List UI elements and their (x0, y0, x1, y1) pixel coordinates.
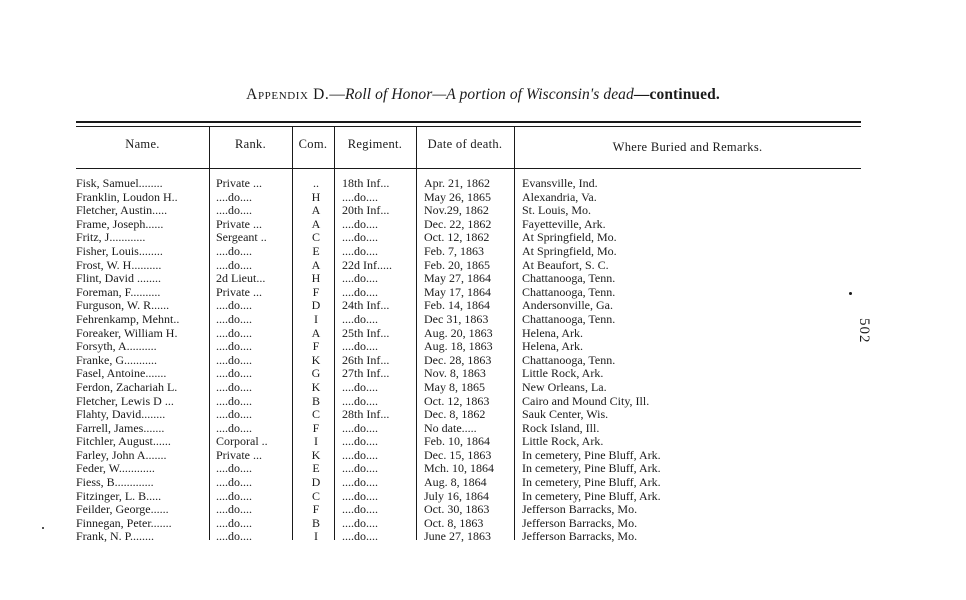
row-rank: ....do.... (216, 299, 252, 313)
row-date-of-death: Mch. 10, 1864 (424, 462, 494, 476)
row-burial-place: At Springfield, Mo. (522, 244, 617, 258)
row-name: Fiess, B............. (76, 476, 154, 490)
row-name: Frost, W. H.......... (76, 258, 162, 272)
table-row (0, 490, 966, 504)
row-burial-place: Cairo and Mound City, Ill. (522, 394, 650, 408)
row-name: Flahty, David........ (76, 408, 166, 422)
row-rank: ....do.... (216, 380, 252, 394)
title-italic: Roll of Honor—A portion of Wisconsin's dead (344, 86, 634, 103)
row-burial-place: Sauk Center, Wis. (522, 408, 609, 422)
row-regiment: ....do.... (342, 435, 378, 449)
row-rank: ....do.... (216, 204, 252, 218)
ink-speck (42, 527, 44, 529)
row-date-of-death: Nov. 8, 1863 (424, 367, 486, 381)
row-burial-place: Jefferson Barracks, Mo. (522, 530, 638, 544)
row-burial-place: In cemetery, Pine Bluff, Ark. (522, 448, 661, 462)
row-company: E (312, 244, 320, 258)
row-name: Ferdon, Zachariah L. (76, 380, 178, 394)
row-rank: ....do.... (216, 244, 252, 258)
row-burial-place: In cemetery, Pine Bluff, Ark. (522, 476, 661, 490)
row-regiment: ....do.... (342, 476, 378, 490)
row-rank: ....do.... (216, 394, 252, 408)
row-date-of-death: Aug. 20, 1863 (424, 326, 493, 340)
row-regiment: 27th Inf... (342, 367, 390, 381)
row-regiment: 28th Inf... (342, 408, 390, 422)
row-rank: ....do.... (216, 258, 252, 272)
row-regiment: ....do.... (342, 530, 378, 544)
table-row (0, 476, 966, 490)
row-rank: 2d Lieut... (216, 272, 266, 286)
row-name: Feilder, George...... (76, 503, 169, 517)
row-regiment: ....do.... (342, 217, 378, 231)
row-name: Finnegan, Peter....... (76, 516, 172, 530)
row-regiment: ....do.... (342, 489, 378, 503)
row-date-of-death: Oct. 12, 1863 (424, 394, 490, 408)
row-name: Fitchler, August...... (76, 435, 171, 449)
row-rank: ....do.... (216, 503, 252, 517)
row-name: Fisk, Samuel........ (76, 177, 163, 190)
row-date-of-death: Oct. 12, 1862 (424, 231, 490, 245)
row-burial-place: Rock Island, Ill. (522, 421, 600, 435)
table-row (0, 381, 966, 395)
row-date-of-death: Apr. 21, 1862 (424, 177, 490, 190)
row-company: E (312, 462, 320, 476)
row-rank: Private ... (216, 285, 262, 299)
row-date-of-death: May 8, 1865 (424, 380, 485, 394)
table-row (0, 530, 966, 544)
row-rank: ....do.... (216, 367, 252, 381)
row-rank: ....do.... (216, 489, 252, 503)
row-date-of-death: No date..... (424, 421, 477, 435)
row-company: K (311, 353, 321, 367)
row-name: Flint, David ........ (76, 272, 162, 286)
row-name: Fritz, J............ (76, 231, 146, 245)
row-date-of-death: Feb. 20, 1865 (424, 258, 490, 272)
row-rank: Corporal .. (216, 435, 268, 449)
row-company: F (312, 421, 320, 435)
row-date-of-death: Aug. 18, 1863 (424, 340, 493, 354)
row-regiment: ....do.... (342, 380, 378, 394)
row-company: I (314, 435, 318, 449)
row-name: Forsyth, A.......... (76, 340, 157, 354)
row-company: A (311, 326, 321, 340)
column-header-date: Date of death. (427, 136, 503, 151)
row-company: H (311, 190, 321, 204)
row-rank: ....do.... (216, 340, 252, 354)
row-burial-place: Jefferson Barracks, Mo. (522, 516, 638, 530)
table-row (0, 408, 966, 422)
table-row (0, 517, 966, 531)
row-burial-place: Chattanooga, Tenn. (522, 285, 616, 299)
row-company: A (311, 258, 321, 272)
row-regiment: ....do.... (342, 190, 378, 204)
row-date-of-death: Nov.29, 1862 (424, 204, 489, 218)
row-burial-place: Helena, Ark. (522, 326, 583, 340)
table-row (0, 191, 966, 205)
roll-table-body (0, 177, 966, 544)
row-company: I (314, 530, 318, 544)
row-regiment: ....do.... (342, 312, 378, 326)
title-prefix: Appendix D. (246, 86, 330, 103)
row-regiment: 26th Inf... (342, 353, 390, 367)
table-row (0, 354, 966, 368)
title-dash: — (329, 86, 345, 103)
row-company: C (311, 231, 320, 245)
row-regiment: 24th Inf... (342, 299, 390, 313)
table-row (0, 231, 966, 245)
row-company: G (311, 367, 321, 381)
row-rank: Sergeant .. (216, 231, 267, 245)
row-burial-place: Fayetteville, Ark. (522, 217, 606, 231)
row-burial-place: Jefferson Barracks, Mo. (522, 503, 638, 517)
row-rank: ....do.... (216, 421, 252, 435)
row-burial-place: In cemetery, Pine Bluff, Ark. (522, 462, 661, 476)
row-name: Fitzinger, L. B..... (76, 489, 162, 503)
row-rank: ....do.... (216, 408, 252, 422)
row-date-of-death: Aug. 8, 1864 (424, 476, 487, 490)
row-regiment: 18th Inf... (342, 177, 390, 190)
row-burial-place: At Beaufort, S. C. (522, 258, 609, 272)
table-row (0, 218, 966, 232)
row-name: Foreman, F.......... (76, 285, 161, 299)
row-name: Fisher, Louis........ (76, 244, 163, 258)
table-row (0, 340, 966, 354)
row-name: Fletcher, Austin..... (76, 204, 168, 218)
table-row (0, 462, 966, 476)
row-regiment: ....do.... (342, 462, 378, 476)
table-row (0, 272, 966, 286)
row-regiment: ....do.... (342, 421, 378, 435)
row-name: Feder, W............ (76, 462, 155, 476)
row-company: A (311, 204, 321, 218)
column-header-com: Com. (298, 136, 328, 151)
row-name: Foreaker, William H. (76, 326, 178, 340)
row-rank: Private ... (216, 177, 262, 190)
row-regiment: 25th Inf... (342, 326, 390, 340)
row-company: I (314, 312, 318, 326)
page-title (0, 86, 966, 104)
row-date-of-death: Oct. 8, 1863 (424, 516, 484, 530)
row-company: F (312, 285, 320, 299)
row-date-of-death: Oct. 30, 1863 (424, 503, 490, 517)
row-company: K (311, 380, 321, 394)
table-row (0, 177, 966, 191)
row-burial-place: Andersonville, Ga. (522, 299, 613, 313)
row-date-of-death: Dec. 8, 1862 (424, 408, 486, 422)
row-regiment: ....do.... (342, 285, 378, 299)
row-name: Franklin, Loudon H.. (76, 190, 178, 204)
row-rank: Private ... (216, 448, 262, 462)
column-header-where: Where Buried and Remarks. (612, 139, 763, 154)
row-date-of-death: Dec. 22, 1862 (424, 217, 492, 231)
row-rank: ....do.... (216, 530, 252, 544)
row-burial-place: Chattanooga, Tenn. (522, 353, 616, 367)
table-row (0, 286, 966, 300)
row-regiment: 20th Inf... (342, 204, 390, 218)
table-row (0, 299, 966, 313)
row-regiment: ....do.... (342, 244, 378, 258)
row-regiment: 22d Inf..... (342, 258, 392, 272)
row-name: Frank, N. P........ (76, 530, 155, 544)
row-company: D (311, 299, 321, 313)
row-burial-place: Chattanooga, Tenn. (522, 272, 616, 286)
row-burial-place: Alexandria, Va. (522, 190, 597, 204)
row-rank: ....do.... (216, 516, 252, 530)
row-company: A (311, 217, 321, 231)
row-burial-place: St. Louis, Mo. (522, 204, 592, 218)
row-regiment: ....do.... (342, 503, 378, 517)
table-row (0, 245, 966, 259)
row-company: D (311, 476, 321, 490)
row-date-of-death: May 26, 1865 (424, 190, 491, 204)
title-suffix: —continued. (633, 86, 720, 103)
row-burial-place: Little Rock, Ark. (522, 367, 604, 381)
table-row (0, 395, 966, 409)
row-burial-place: Evansville, Ind. (522, 177, 598, 190)
row-rank: ....do.... (216, 312, 252, 326)
row-regiment: ....do.... (342, 516, 378, 530)
row-burial-place: Helena, Ark. (522, 340, 583, 354)
row-rank: ....do.... (216, 190, 252, 204)
row-name: Fasel, Antoine....... (76, 367, 167, 381)
row-name: Furguson, W. R...... (76, 299, 170, 313)
row-regiment: ....do.... (342, 272, 378, 286)
row-date-of-death: Feb. 10, 1864 (424, 435, 490, 449)
row-name: Franke, G........... (76, 353, 157, 367)
row-name: Fletcher, Lewis D ... (76, 394, 174, 408)
table-row (0, 259, 966, 273)
row-regiment: ....do.... (342, 231, 378, 245)
row-company: K (311, 448, 321, 462)
table-row (0, 503, 966, 517)
row-date-of-death: May 17, 1864 (424, 285, 491, 299)
row-burial-place: At Springfield, Mo. (522, 231, 617, 245)
row-rank: ....do.... (216, 462, 252, 476)
page-number: 502 (856, 318, 872, 344)
table-row (0, 449, 966, 463)
row-company: H (311, 272, 321, 286)
row-burial-place: Little Rock, Ark. (522, 435, 604, 449)
row-regiment: ....do.... (342, 394, 378, 408)
table-row (0, 313, 966, 327)
table-row (0, 422, 966, 436)
row-company: B (311, 394, 320, 408)
row-rank: Private ... (216, 217, 262, 231)
table-row (0, 204, 966, 218)
table-row (0, 367, 966, 381)
row-date-of-death: Dec. 28, 1863 (424, 353, 492, 367)
row-date-of-death: Feb. 7, 1863 (424, 244, 484, 258)
column-header-regiment: Regiment. (347, 136, 403, 151)
column-header-name: Name. (125, 136, 160, 151)
row-rank: ....do.... (216, 326, 252, 340)
row-rank: ....do.... (216, 476, 252, 490)
row-regiment: ....do.... (342, 340, 378, 354)
row-company: B (311, 516, 320, 530)
row-company: C (311, 408, 320, 422)
table-row (0, 327, 966, 341)
row-burial-place: In cemetery, Pine Bluff, Ark. (522, 489, 661, 503)
row-date-of-death: July 16, 1864 (424, 489, 490, 503)
column-header-rank: Rank. (234, 136, 266, 151)
ink-speck (849, 292, 852, 295)
row-name: Farrell, James....... (76, 421, 165, 435)
row-company: F (312, 340, 320, 354)
row-date-of-death: Dec. 15, 1863 (424, 448, 492, 462)
row-name: Fehrenkamp, Mehnt.. (76, 312, 180, 326)
row-name: Farley, John A....... (76, 448, 167, 462)
table-row (0, 435, 966, 449)
row-date-of-death: May 27, 1864 (424, 272, 491, 286)
row-company: C (311, 489, 320, 503)
row-company: F (312, 503, 320, 517)
row-name: Frame, Joseph...... (76, 217, 164, 231)
row-regiment: ....do.... (342, 448, 378, 462)
row-date-of-death: Feb. 14, 1864 (424, 299, 490, 313)
row-company: .. (313, 177, 319, 190)
row-rank: ....do.... (216, 353, 252, 367)
row-date-of-death: June 27, 1863 (424, 530, 491, 544)
row-date-of-death: Dec 31, 1863 (424, 312, 489, 326)
row-burial-place: Chattanooga, Tenn. (522, 312, 616, 326)
row-burial-place: New Orleans, La. (522, 380, 607, 394)
